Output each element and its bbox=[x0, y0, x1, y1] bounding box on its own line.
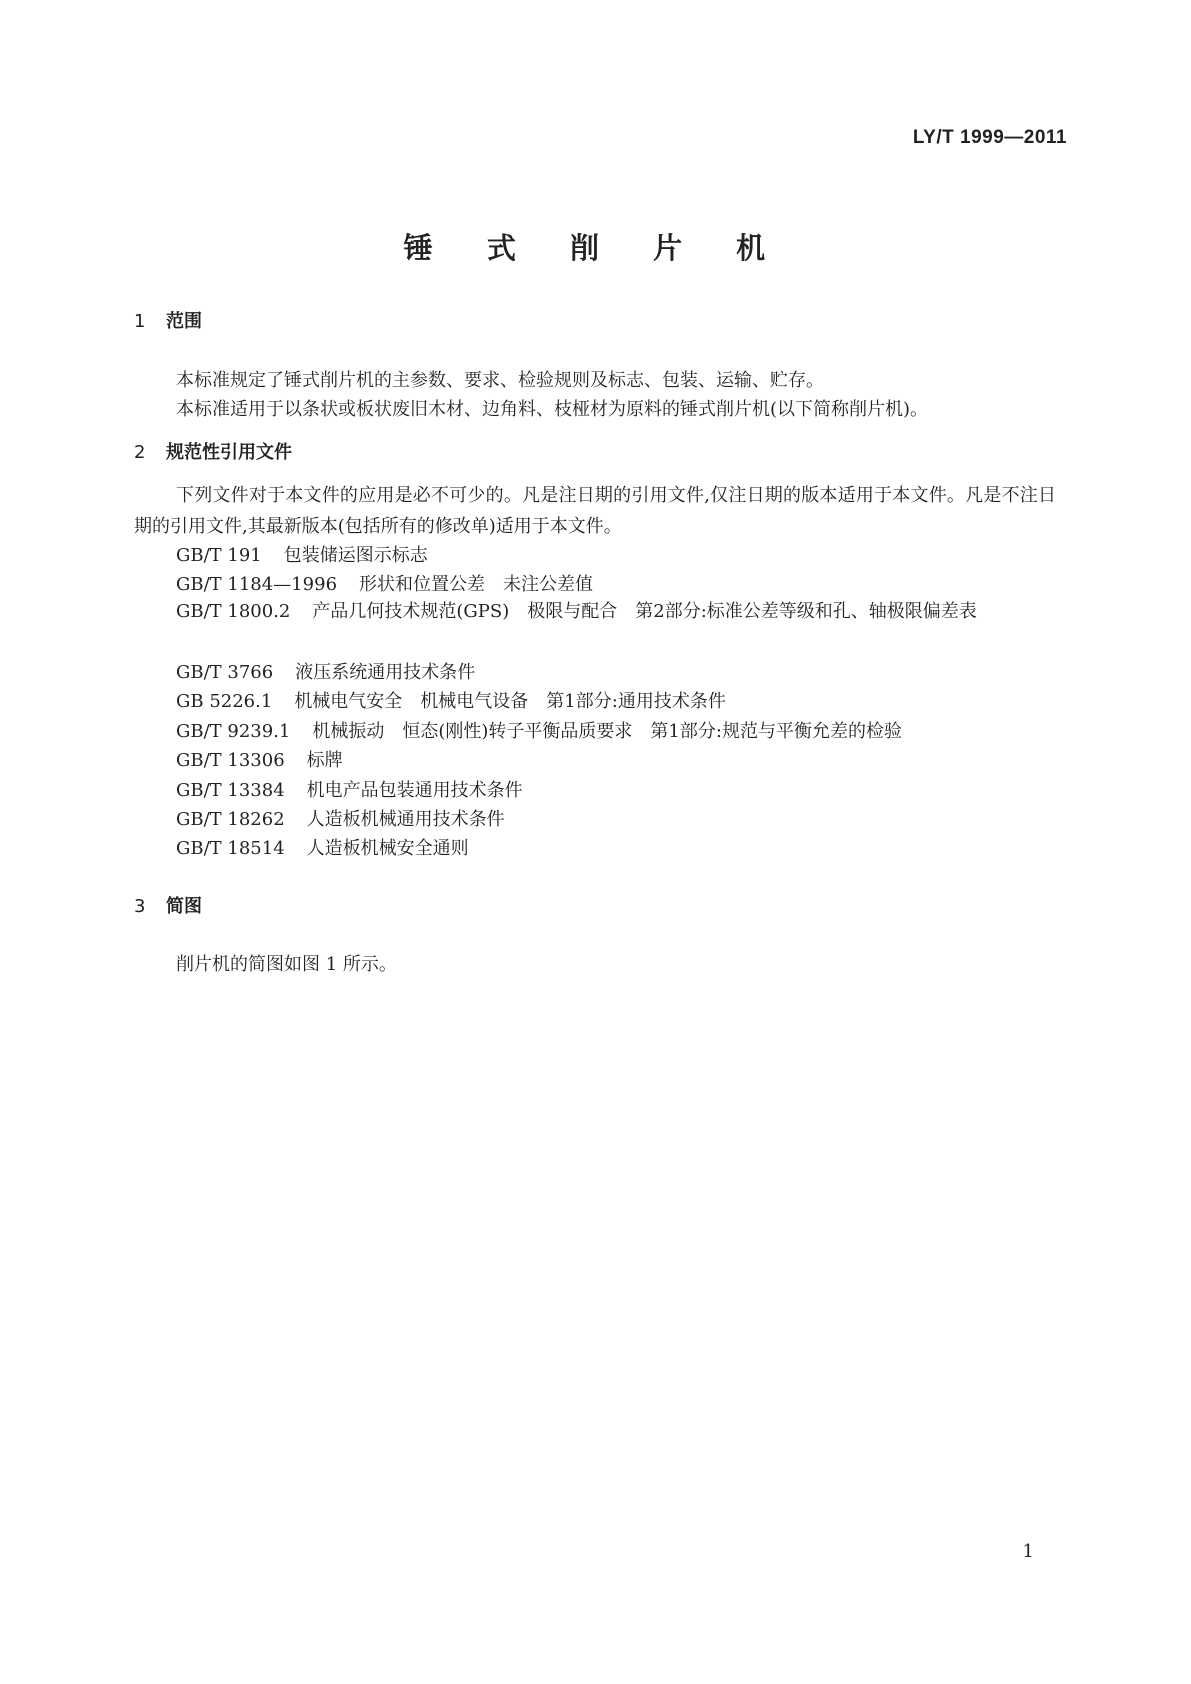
section-title: 规范性引用文件 bbox=[166, 442, 292, 463]
section-3-paragraph-1: 削片机的简图如图 1 所示。 bbox=[176, 954, 397, 975]
reference-title: 包装储运图示标志 bbox=[283, 545, 428, 566]
reference-item bbox=[176, 805, 505, 831]
reference-item bbox=[176, 541, 428, 567]
reference-code: GB/T 18514 bbox=[176, 838, 285, 859]
reference-code: GB/T 3766 bbox=[176, 662, 274, 683]
reference-title: 液压系统通用技术条件 bbox=[295, 662, 476, 683]
reference-code: GB/T 13384 bbox=[176, 780, 285, 801]
reference-item bbox=[176, 687, 726, 713]
reference-code: GB/T 1800.2 bbox=[176, 601, 291, 622]
section-1-paragraph-2: 本标准适用于以条状或板状废旧木材、边角料、枝桠材为原料的锤式削片机(以下简称削片机)。 bbox=[176, 399, 929, 420]
reference-item bbox=[134, 596, 1056, 627]
reference-item bbox=[176, 776, 523, 802]
reference-code: GB/T 9239.1 bbox=[176, 721, 291, 742]
section-2-intro: 下列文件对于本文件的应用是必不可少的。凡是注日期的引用文件,仅注日期的版本适用于本文件。凡是不注日期的引用文件,其最新版本(包括所有的修改单)适用于本文件。 bbox=[134, 485, 1056, 537]
reference-item bbox=[176, 570, 593, 596]
section-1-heading bbox=[134, 307, 202, 333]
reference-title: 形状和位置公差 未注公差值 bbox=[359, 574, 594, 595]
section-number: 2 bbox=[134, 442, 146, 463]
reference-title: 机械电气安全 机械电气设备 第1部分:通用技术条件 bbox=[294, 691, 726, 712]
section-3-heading bbox=[134, 892, 202, 918]
reference-title: 人造板机械安全通则 bbox=[306, 838, 469, 859]
section-2-heading bbox=[134, 438, 292, 464]
reference-title: 人造板机械通用技术条件 bbox=[306, 809, 505, 830]
reference-item bbox=[176, 658, 475, 684]
reference-code: GB 5226.1 bbox=[176, 691, 273, 712]
section-number: 3 bbox=[134, 896, 146, 917]
reference-item bbox=[176, 746, 343, 772]
standard-code: LY/T 1999—2011 bbox=[912, 127, 1067, 148]
reference-code: GB/T 13306 bbox=[176, 750, 285, 771]
reference-title: 机械振动 恒态(刚性)转子平衡品质要求 第1部分:规范与平衡允差的检验 bbox=[312, 721, 902, 742]
reference-title: 产品几何技术规范(GPS) 极限与配合 第2部分:标准公差等级和孔、轴极限偏差表 bbox=[312, 601, 977, 622]
reference-item bbox=[176, 834, 469, 860]
reference-title: 标牌 bbox=[306, 750, 343, 771]
section-title: 范围 bbox=[166, 311, 202, 332]
document-title: 锤 式 削 片 机 bbox=[403, 231, 788, 265]
reference-item bbox=[176, 717, 902, 743]
reference-code: GB/T 191 bbox=[176, 545, 262, 566]
reference-code: GB/T 1184—1996 bbox=[176, 574, 338, 595]
reference-title: 机电产品包装通用技术条件 bbox=[306, 780, 523, 801]
reference-code: GB/T 18262 bbox=[176, 809, 285, 830]
section-title: 简图 bbox=[166, 896, 202, 917]
section-number: 1 bbox=[134, 311, 146, 332]
page-number: 1 bbox=[1022, 1541, 1034, 1562]
section-1-paragraph-1: 本标准规定了锤式削片机的主参数、要求、检验规则及标志、包装、运输、贮存。 bbox=[176, 370, 824, 391]
